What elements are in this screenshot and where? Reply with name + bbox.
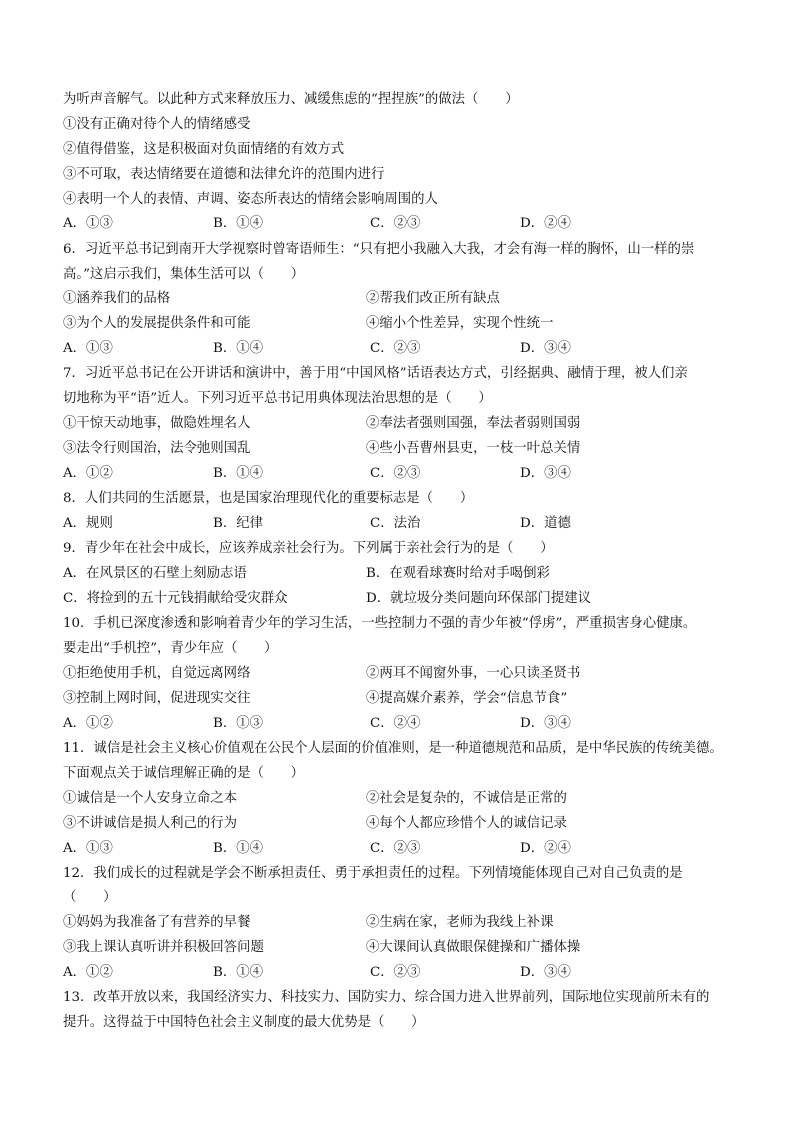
q12-statement-4: ④大课间认真做眼保健操和广播体操 [366,940,581,955]
q6-stem-line-2: 高。”这启示我们，集体生活可以（ ） [63,267,305,282]
q6-option-d: D．③④ [520,341,571,356]
q7-statement-1: ①干惊天动地事，做隐姓埋名人 [63,416,251,431]
q7-option-c: C．②③ [370,466,421,481]
q10-statement-3: ③控制上网时间，促进现实交往 [63,691,251,706]
q11-statement-2: ②社会是复杂的，不诚信是正常的 [366,791,567,806]
q11-statement-4: ④每个人都应珍惜个人的诚信记录 [366,816,567,831]
q10-option-d: D．③④ [520,716,571,731]
q12-option-a: A．①② [63,965,113,980]
q6-statement-2: ②帮我们改正所有缺点 [366,291,500,306]
q5-option-b: B．①④ [213,216,264,231]
q6-option-c: C．②③ [370,341,421,356]
q11-statement-1: ①诚信是一个人安身立命之本 [63,791,238,806]
q6-stem-line-1: 6．习近平总书记到南开大学视察时曾寄语师生：“只有把小我融入大我，才会有海一样的胸怀，山一样的崇 [63,242,695,257]
q6-statement-1: ①涵养我们的品格 [63,291,171,306]
q8-option-b: B．纪律 [213,516,264,531]
q7-option-d: D．③④ [520,466,571,481]
q9-option-b: B．在观看球赛时给对手喝倒彩 [366,566,550,581]
q6-statement-4: ④缩小个性差异，实现个性统一 [366,316,554,331]
q11-option-d: D．②④ [520,841,571,856]
q11-stem-line-1: 11．诚信是社会主义核心价值观在公民个人层面的价值准则，是一种道德规范和品质，是中华民族的传统美德。 [63,741,723,756]
q9-option-d: D．就垃圾分类问题向环保部门提建议 [366,591,591,606]
q7-option-a: A．①② [63,466,113,481]
q11-option-b: B．①④ [213,841,264,856]
q12-statement-3: ③我上课认真听讲并积极回答问题 [63,940,264,955]
q12-option-d: D．③④ [520,965,571,980]
q12-stem-line-1: 12．我们成长的过程就是学会不断承担责任、勇于承担责任的过程。下列情境能体现自己对自己负责的是 [63,866,683,881]
q10-stem-line-1: 10．手机已深度渗透和影响着青少年的学习生活，一些控制力不强的青少年被“俘虏”，严重损害身心健康。 [63,616,697,631]
q11-stem-line-2: 下面观点关于诚信理解正确的是（ ） [63,766,305,781]
q7-statement-2: ②奉法者强则国强，奉法者弱则国弱 [366,416,581,431]
q9-option-a: A．在风景区的石壁上刻励志语 [63,566,247,581]
q13-stem-line-2: 提升。这得益于中国特色社会主义制度的最大优势是（ ） [63,1015,425,1030]
q8-option-c: C．法治 [370,516,421,531]
q12-statement-2: ②生病在家，老师为我线上补课 [366,915,554,930]
q6-option-a: A．①③ [63,341,113,356]
q10-option-a: A．①② [63,716,113,731]
q13-stem-line-1: 13．改革开放以来，我国经济实力、科技实力、国防实力、综合国力进入世界前列，国际地位实现前所未有的 [63,990,710,1005]
q10-stem-line-2: 要走出“手机控”，青少年应（ ） [63,641,278,656]
q5-option-d: D．②④ [520,216,571,231]
q5-statement-4: ④表明一个人的表情、声调、姿态所表达的情绪会影响周围的人 [63,192,438,207]
q8-stem: 8．人们共同的生活愿景，也是国家治理现代化的重要标志是（ ） [63,491,474,506]
q10-statement-4: ④提高媒介素养，学会“信息节食” [366,691,568,706]
q10-option-b: B．①③ [213,716,264,731]
q5-option-c: C．②③ [370,216,421,231]
q5-statement-1: ①没有正确对待个人的情绪感受 [63,117,251,132]
q12-option-c: C．②③ [370,965,421,980]
q9-stem: 9．青少年在社会中成长，应该养成亲社会行为。下列属于亲社会行为的是（ ） [63,541,554,556]
q10-statement-2: ②两耳不闻窗外事，一心只读圣贤书 [366,666,581,681]
q6-option-b: B．①④ [213,341,264,356]
q7-stem-line-2: 切地称为平“语”近人。下列习近平总书记用典体现法治思想的是（ ） [63,391,492,406]
q5-option-a: A．①③ [63,216,113,231]
q11-option-a: A．①③ [63,841,113,856]
q7-statement-3: ③法令行则国治，法令弛则国乱 [63,441,251,456]
q5-stem-tail: 为听声音解气。以此种方式来释放压力、减缓焦虑的“捏捏族”的做法（ ） [63,92,519,107]
q7-option-b: B．①④ [213,466,264,481]
q10-option-c: C．②④ [370,716,421,731]
q7-stem-line-1: 7．习近平总书记在公开讲话和演讲中，善于用“中国风格”话语表达方式，引经据典、融情于理，被人们亲 [63,366,688,381]
q5-statement-2: ②值得借鉴，这是积极面对负面情绪的有效方式 [63,142,345,157]
q12-stem-line-2: （ ） [63,890,117,905]
q8-option-a: A．规则 [63,516,113,531]
q11-option-c: C．②③ [370,841,421,856]
q12-statement-1: ①妈妈为我准备了有营养的早餐 [63,915,251,930]
q5-statement-3: ③不可取，表达情绪要在道德和法律允许的范围内进行 [63,167,385,182]
q10-statement-1: ①拒绝使用手机，自觉远离网络 [63,666,251,681]
q11-statement-3: ③不讲诚信是损人利己的行为 [63,816,238,831]
q9-option-c: C．将捡到的五十元钱捐献给受灾群众 [63,591,288,606]
q6-statement-3: ③为个人的发展提供条件和可能 [63,316,251,331]
q8-option-d: D．道德 [520,516,571,531]
q7-statement-4: ④些小吾曹州县吏，一枝一叶总关情 [366,441,581,456]
q12-option-b: B．①④ [213,965,264,980]
